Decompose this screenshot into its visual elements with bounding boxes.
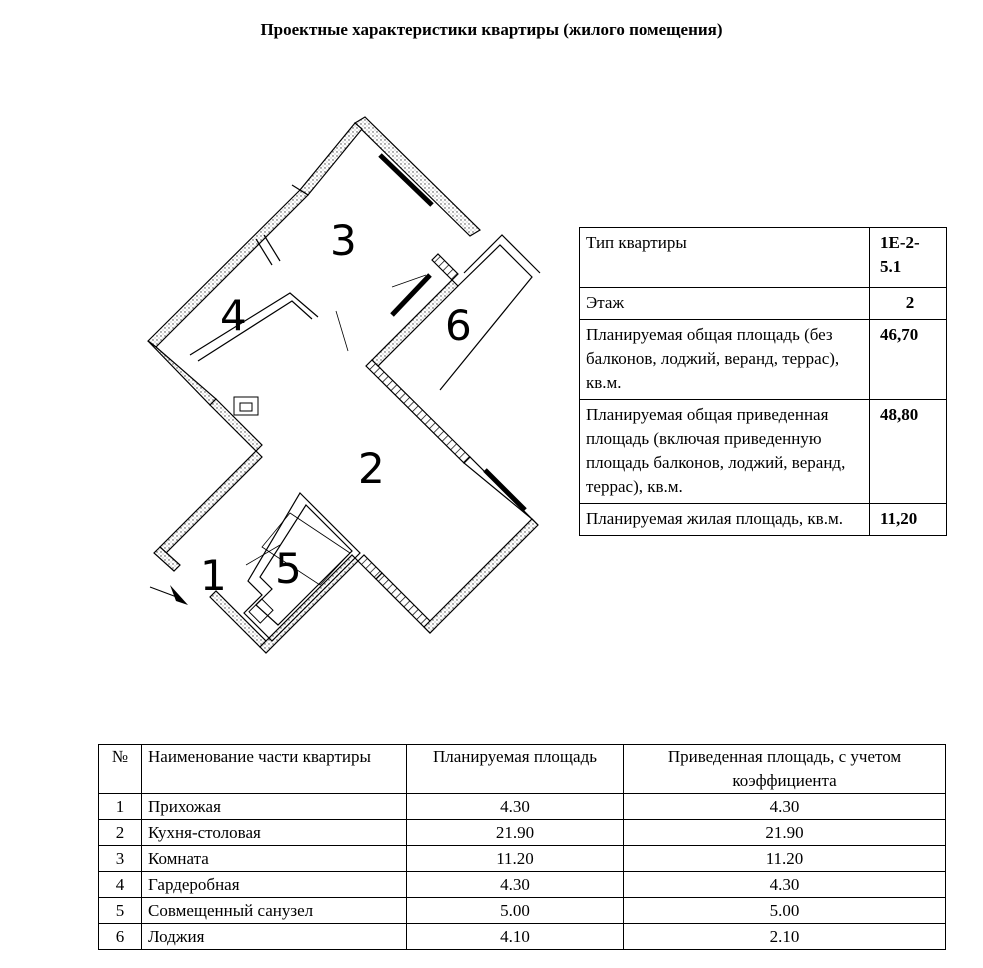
- row-area: 4.30: [407, 794, 624, 820]
- table-row: [99, 820, 946, 846]
- rooms-header-row: [99, 745, 946, 794]
- table-row: [99, 794, 946, 820]
- spec-label: Планируемая общая площадь (без балконов, лоджий, веранд, террас), кв.м.: [580, 320, 870, 400]
- entry-arrow-icon: [150, 585, 188, 605]
- table-row: [99, 846, 946, 872]
- specs-row: [580, 320, 947, 400]
- room-label-2: 2: [358, 444, 385, 493]
- wall-kitchen-right: [424, 519, 538, 633]
- row-num: 5: [99, 898, 142, 924]
- page-title: Проектные характеристики квартиры (жилого помещения): [260, 20, 723, 39]
- room-label-6: 6: [445, 301, 472, 350]
- rooms-table: [98, 744, 946, 950]
- spec-label: Тип квартиры: [580, 228, 870, 288]
- wall-top-right: [355, 117, 480, 236]
- specs-row: [580, 504, 947, 536]
- spec-label: Этаж: [580, 288, 870, 320]
- row-reduced: 11.20: [624, 846, 946, 872]
- room-label-5: 5: [275, 544, 302, 593]
- row-name: Кухня-столовая: [142, 820, 407, 846]
- spec-value: 48,80: [870, 400, 947, 504]
- wall-room3-right: [432, 254, 458, 280]
- row-name: Прихожая: [142, 794, 407, 820]
- row-name: Лоджия: [142, 924, 407, 950]
- wall-right-window: [464, 457, 538, 525]
- spec-value: 46,70: [870, 320, 947, 400]
- room-label-3: 3: [330, 216, 357, 265]
- table-row: [99, 872, 946, 898]
- row-num: 1: [99, 794, 142, 820]
- specs-row: [580, 400, 947, 504]
- row-area: 5.00: [407, 898, 624, 924]
- spec-value: 11,20: [870, 504, 947, 536]
- spec-label: Планируемая жилая площадь, кв.м.: [580, 504, 870, 536]
- table-row: [99, 924, 946, 950]
- table-row: [99, 898, 946, 924]
- row-reduced: 5.00: [624, 898, 946, 924]
- row-reduced: 2.10: [624, 924, 946, 950]
- row-reduced: 21.90: [624, 820, 946, 846]
- apartment-specs-table: [579, 227, 947, 536]
- wall-left-upper: [148, 341, 216, 405]
- header-reduced: Приведенная площадь, с учетом коэффициента: [624, 745, 946, 794]
- row-area: 4.30: [407, 872, 624, 898]
- spec-value: 2: [870, 288, 947, 320]
- header-area: Планируемая площадь: [407, 745, 624, 794]
- row-num: 4: [99, 872, 142, 898]
- room-label-1: 1: [200, 551, 227, 600]
- row-num: 2: [99, 820, 142, 846]
- specs-row: [580, 288, 947, 320]
- wall-bath-right: [358, 555, 382, 579]
- specs-row: [580, 228, 947, 288]
- row-name: Комната: [142, 846, 407, 872]
- row-num: 6: [99, 924, 142, 950]
- row-name: Гардеробная: [142, 872, 407, 898]
- wall-left-step: [160, 451, 262, 553]
- header-num: №: [99, 745, 142, 794]
- wall-room3-left: [300, 123, 362, 195]
- spec-label: Планируемая общая приведенная площадь (включая приведенную площадь балконов, лоджий, веранд, террас), кв.м.: [580, 400, 870, 504]
- header-name: Наименование части квартиры: [142, 745, 407, 794]
- row-area: 4.10: [407, 924, 624, 950]
- wall-left-mid: [210, 399, 262, 451]
- row-area: 21.90: [407, 820, 624, 846]
- row-reduced: 4.30: [624, 794, 946, 820]
- room-label-4: 4: [220, 291, 247, 340]
- spec-value: 1Е-2-5.1: [870, 228, 947, 288]
- floor-plan: [140, 115, 560, 675]
- row-name: Совмещенный санузел: [142, 898, 407, 924]
- row-reduced: 4.30: [624, 872, 946, 898]
- row-area: 11.20: [407, 846, 624, 872]
- row-num: 3: [99, 846, 142, 872]
